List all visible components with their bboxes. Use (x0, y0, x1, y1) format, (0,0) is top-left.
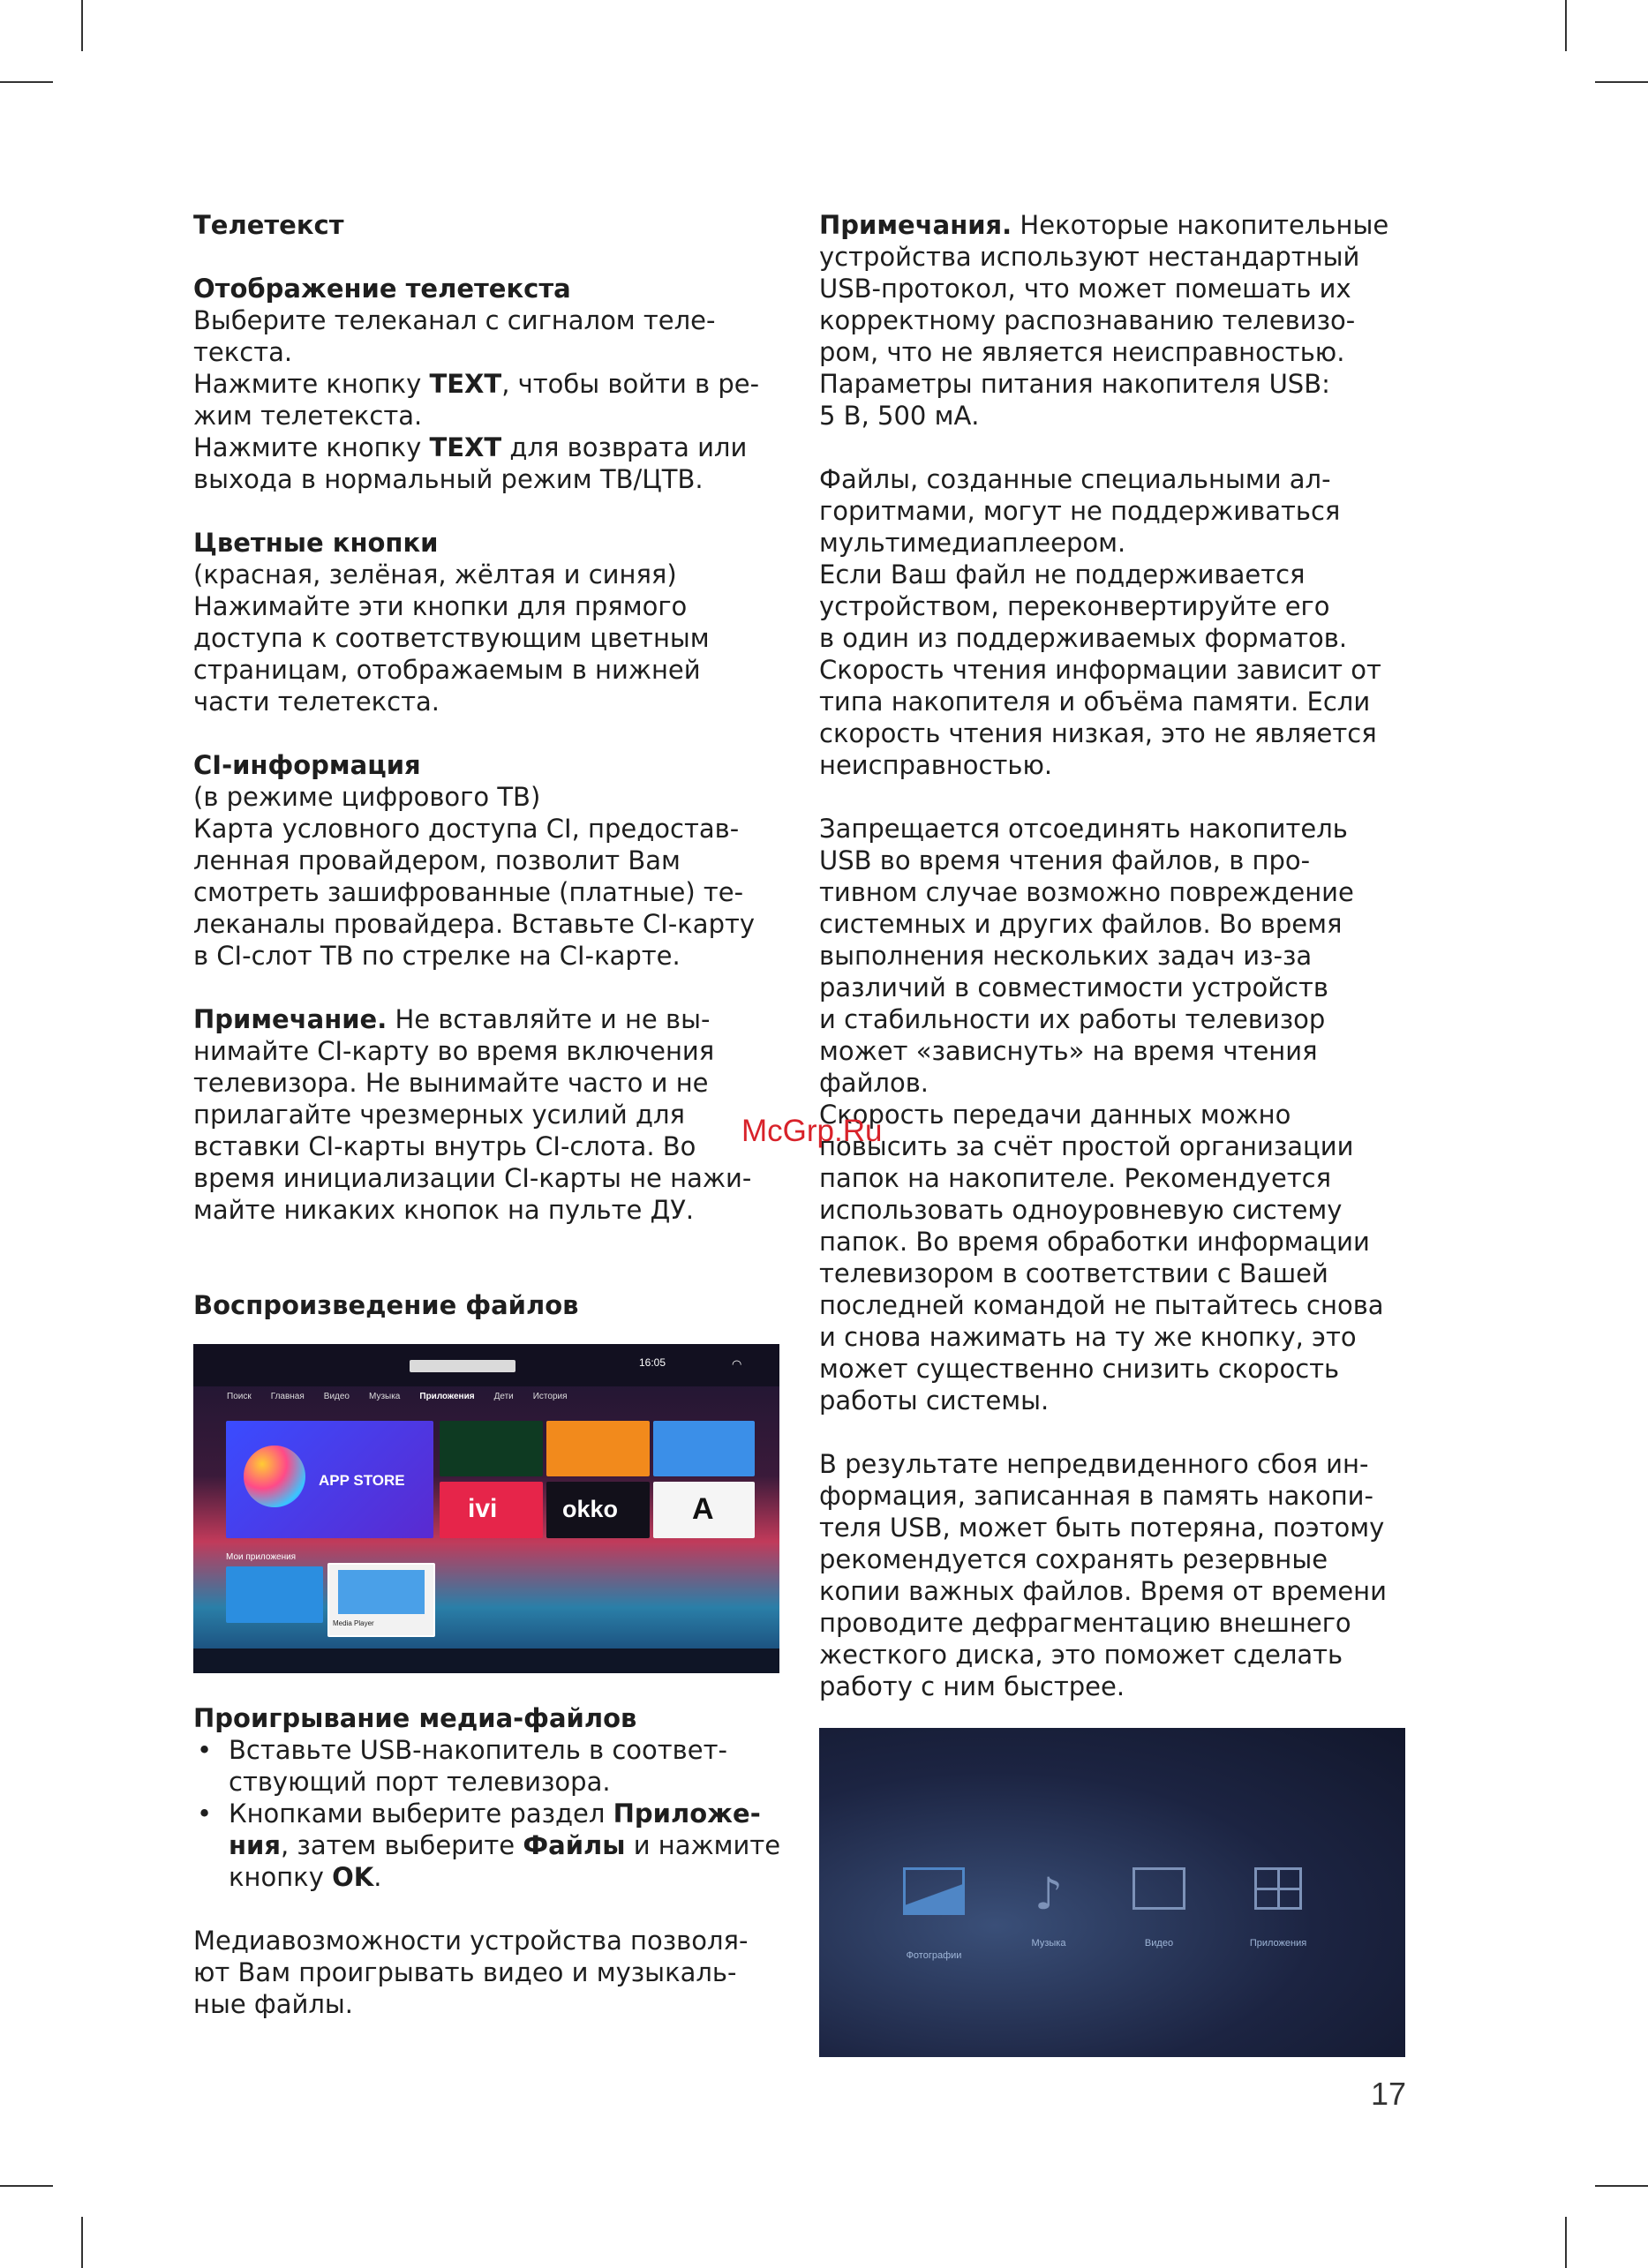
media-heading: Проигрывание медиа-файлов (193, 1703, 637, 1733)
text-line: страницам, отображаемым в нижней (193, 655, 701, 685)
text-line: Запрещается отсоединять накопитель (819, 814, 1348, 844)
page-number: 17 (1371, 2076, 1407, 2112)
okko-tile (546, 1482, 650, 1538)
menu-item: Видео (323, 1392, 350, 1401)
app-tile (546, 1421, 650, 1476)
text-line: прилагайте чрезмерных усилий для (193, 1100, 685, 1130)
playback-heading: Воспроизведение файлов (193, 1290, 579, 1320)
text-line: папок на накопителе. Рекомендуется (819, 1163, 1332, 1193)
apps-item (1225, 1867, 1331, 1949)
key-text: TEXT (429, 432, 502, 462)
text-line: повысить за счёт простой организации (819, 1131, 1354, 1161)
text-line: системных и других файлов. Во время (819, 909, 1343, 939)
text-line: выхода в нормальный режим ТВ/ЦТВ. (193, 464, 704, 494)
text-line: вставки CI-карты внутрь CI-слота. Во (193, 1131, 696, 1161)
text-line: ленная провайдером, позволит Вам (193, 845, 681, 875)
menu-item: Музыка (369, 1392, 401, 1401)
note-label: Примечание. (193, 1004, 388, 1034)
key-text: TEXT (429, 369, 502, 399)
text-line: и стабильности их работы телевизор (819, 1004, 1326, 1034)
text-line: жим телетекста. (193, 401, 423, 431)
text-line: корректному распознаванию телевизо- (819, 305, 1356, 335)
text-line: Примечания. Некоторые накопительные (819, 210, 1389, 240)
section-title-teletext: Телетекст (193, 210, 344, 240)
text-line: Медиавозможности устройства позволя- (193, 1926, 749, 1956)
color-buttons-heading: Цветные кнопки (193, 528, 439, 558)
app-store-logo (244, 1446, 305, 1507)
my-apps-label: Мои приложения (226, 1552, 297, 1562)
text-line: теля USB, может быть потеряна, поэтому (819, 1513, 1385, 1543)
photos-label: Фотографии (906, 1950, 962, 1961)
tv-home-screenshot (193, 1344, 779, 1673)
text-line: формация, записанная в память накопи- (819, 1481, 1373, 1511)
photo-icon (903, 1867, 965, 1915)
text-line: ные файлы. (193, 1989, 353, 2019)
text-line: майте никаких кнопок на пульте ДУ. (193, 1195, 695, 1225)
text-line: устройства используют нестандартный (819, 242, 1360, 272)
text-line: смотреть зашифрованные (платные) те- (193, 877, 744, 907)
text-line: мультимедиаплеером. (819, 528, 1126, 558)
music-icon: ♪ (1035, 1868, 1063, 1919)
ci-info-heading: CI-информация (193, 750, 421, 780)
teletext-display-heading: Отображение телетекста (193, 274, 571, 304)
text-line: типа накопителя и объёма памяти. Если (819, 687, 1371, 717)
crop-mark (1595, 2185, 1648, 2187)
ivi-tile (440, 1482, 543, 1538)
text-line: в CI-слот ТВ по стрелке на CI-карте. (193, 941, 681, 971)
photos-item (881, 1867, 987, 1961)
menu-item: Дети (493, 1392, 514, 1401)
text-line: неисправностью. (819, 750, 1053, 780)
crop-mark (1565, 0, 1567, 51)
media-player-icon (338, 1570, 425, 1614)
text-line: телевизором в соответствии с Вашей (819, 1258, 1328, 1288)
crop-mark (0, 81, 53, 83)
text-line: жесткого диска, это поможет сделать (819, 1640, 1343, 1670)
app-store-label: APP STORE (319, 1472, 405, 1489)
bullet-list (193, 1734, 794, 1893)
text-line: нимайте CI-карту во время включения (193, 1036, 715, 1066)
text-line: горитмами, могут не поддерживаться (819, 496, 1341, 526)
video-icon (1133, 1867, 1185, 1910)
text-line: в один из поддерживаемых форматов. (819, 623, 1348, 653)
crop-mark (1565, 2217, 1567, 2268)
menu-item: История (532, 1392, 568, 1401)
music-label: Музыка (1031, 1938, 1066, 1949)
text-line: Скорость передачи данных можно (819, 1100, 1291, 1130)
text-line: телевизора. Не вынимайте часто и не (193, 1068, 709, 1098)
text-line: части телетекста. (193, 687, 440, 717)
text-line: и снова нажимать на ту же кнопку, это (819, 1322, 1357, 1352)
text-line: Нажмите кнопку TEXT, чтобы войти в ре- (193, 369, 760, 399)
text-line: рекомендуется сохранять резервные (819, 1544, 1328, 1574)
clock: 16:05 (639, 1356, 666, 1369)
search-field (410, 1360, 515, 1372)
app-tile (653, 1421, 755, 1476)
text-line: может «зависнуть» на время чтения (819, 1036, 1318, 1066)
text-line: Скорость чтения информации зависит от (819, 655, 1381, 685)
menu-item: Поиск (227, 1392, 252, 1401)
app-tile (440, 1421, 543, 1476)
app-tile (226, 1566, 323, 1623)
text-line: устройством, переконвертируйте его (819, 591, 1330, 621)
left-column (193, 209, 794, 1321)
text-line: Файлы, созданные специальными ал- (819, 464, 1331, 494)
tv-menu (227, 1392, 568, 1401)
apps-grid-icon (1254, 1867, 1302, 1910)
bullet-item: • Кнопками выберите раздел Приложе- ния, затем выберите Файлы и нажмите кнопку OK. (193, 1798, 794, 1893)
crop-mark (0, 2185, 53, 2187)
a-tile (653, 1482, 755, 1538)
media-player-tile (327, 1563, 435, 1637)
media-player-label: Media Player (333, 1619, 374, 1627)
music-item (1000, 1867, 1097, 1949)
watermark: McGrp.Ru (741, 1114, 883, 1148)
text-line: USB во время чтения файлов, в про- (819, 845, 1311, 875)
text-line: Нажмите кнопку TEXT для возврата или (193, 432, 748, 462)
crop-mark (1595, 81, 1648, 83)
text-line: Параметры питания накопителя USB: (819, 369, 1330, 399)
text-line: работы системы. (819, 1386, 1050, 1416)
text-line: использовать одноуровневую систему (819, 1195, 1343, 1225)
video-item (1110, 1867, 1208, 1949)
text-line: Выберите телеканал с сигналом теле- (193, 305, 716, 335)
text-line: скорость чтения низкая, это не является (819, 718, 1377, 748)
text-line: Примечание. Не вставляйте и не вы- (193, 1004, 711, 1034)
ivi-label: ivi (468, 1494, 498, 1523)
text-line: Если Ваш файл не поддерживается (819, 559, 1306, 590)
text-line: последней командой не пытайтесь снова (819, 1290, 1384, 1320)
text-line: Карта условного доступа CI, предостав- (193, 814, 740, 844)
text-line: различий в совместимости устройств (819, 973, 1328, 1003)
text-line: выполнения нескольких задач из-за (819, 941, 1313, 971)
media-player-screenshot (819, 1728, 1405, 2057)
text-line: тивном случае возможно повреждение (819, 877, 1354, 907)
text-line: доступа к соответствующим цветным (193, 623, 710, 653)
left-column-lower (193, 1702, 794, 2020)
a-label: A (692, 1492, 714, 1526)
text-line: файлов. (819, 1068, 929, 1098)
menu-item: Главная (270, 1392, 305, 1401)
app-store-tile (226, 1421, 433, 1538)
bullet-item: • Вставьте USB-накопитель в соответ- ствующий порт телевизора. (193, 1734, 794, 1798)
menu-item: Приложения (419, 1392, 475, 1401)
text-line: Нажимайте эти кнопки для прямого (193, 591, 688, 621)
text-line: время инициализации CI-карты не нажи- (193, 1163, 752, 1193)
text-line: текста. (193, 337, 293, 367)
text-line: проводите дефрагментацию внешнего (819, 1608, 1351, 1638)
notes-label: Примечания. (819, 210, 1012, 240)
text-line: В результате непредвиденного сбоя ин- (819, 1449, 1369, 1479)
text-line: 5 В, 500 мА. (819, 401, 980, 431)
text-line: леканалы провайдера. Вставьте CI-карту (193, 909, 756, 939)
text-line: работу с ним быстрее. (819, 1671, 1125, 1701)
bottom-bar (193, 1648, 779, 1673)
text-line: (в режиме цифрового ТВ) (193, 782, 541, 812)
okko-label: okko (562, 1496, 619, 1522)
text-line: USB-протокол, что может помешать их (819, 274, 1351, 304)
text-line: копии важных файлов. Время от времени (819, 1576, 1387, 1606)
crop-mark (81, 2217, 83, 2268)
right-column (819, 209, 1411, 1702)
video-label: Видео (1144, 1938, 1174, 1949)
text-line: может существенно снизить скорость (819, 1354, 1340, 1384)
wifi-icon: ◠ (732, 1358, 742, 1371)
crop-mark (81, 0, 83, 51)
text-line: ром, что не является неисправностью. (819, 337, 1345, 367)
text-line: папок. Во время обработки информации (819, 1227, 1370, 1257)
text-line: ют Вам проигрывать видео и музыкаль- (193, 1957, 737, 1987)
apps-label: Приложения (1249, 1938, 1307, 1949)
text-line: (красная, зелёная, жёлтая и синяя) (193, 559, 677, 590)
